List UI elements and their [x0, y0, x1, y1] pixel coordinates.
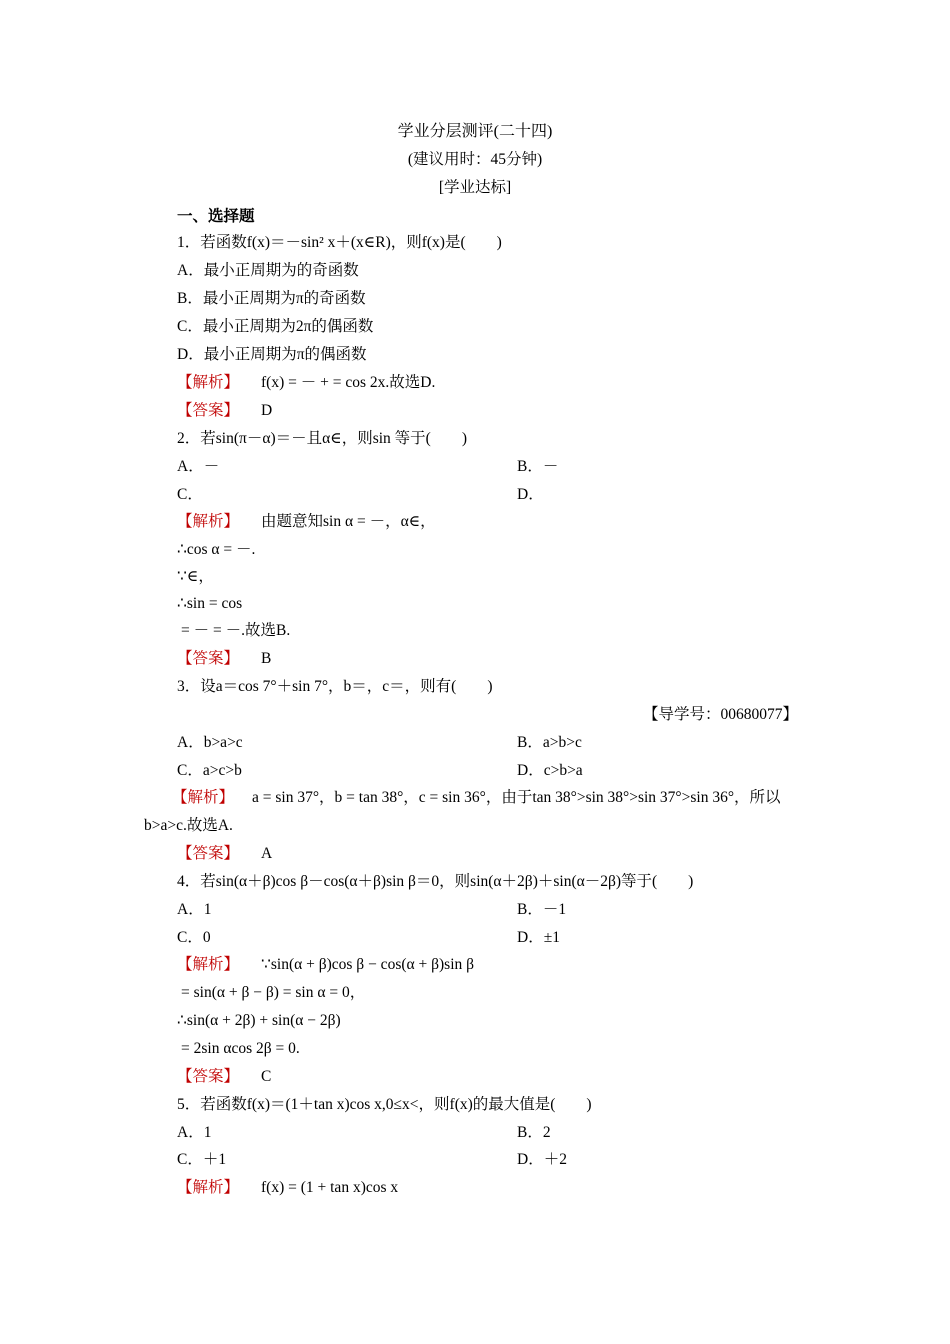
- answer-tag: 【答案】: [177, 402, 240, 419]
- question-2-answer: B: [261, 650, 272, 667]
- question-4-analysis-line-3: ∴sin(α + 2β) + sin(α − 2β): [177, 1012, 341, 1029]
- section-heading: [学业达标]: [438, 179, 512, 196]
- question-3-stem: 3．设a＝cos 7°＋sin 7°，b＝，c＝，则有( ): [177, 678, 493, 695]
- answer-tag: 【答案】: [177, 1068, 240, 1085]
- question-3-answer: A: [261, 845, 273, 862]
- question-3-analysis-line-1: a = sin 37°，b = tan 38°，c = sin 36°，由于tan 38°>sin 38°>sin 37°>sin 36°，所以: [252, 789, 781, 806]
- question-1-option-c: C．最小正周期为2π的偶函数: [177, 318, 374, 335]
- question-1-answer: D: [261, 402, 273, 419]
- question-1-stem: 1．若函数f(x)＝－sin² x＋(x∈R)，则f(x)是( ): [177, 234, 502, 251]
- question-3-option-d: D．c>b>a: [517, 762, 583, 779]
- question-5-stem: 5．若函数f(x)＝(1＋tan x)cos x,0≤x<，则f(x)的最大值是( ): [177, 1096, 592, 1113]
- question-2-analysis-line-2: ∴cos α = －.: [177, 541, 256, 558]
- question-4-analysis-line-2: = sin(α + β − β) = sin α = 0，: [181, 984, 366, 1001]
- question-5-option-c: C．＋1: [177, 1151, 227, 1168]
- question-4-option-b: B．－1: [517, 901, 567, 918]
- analysis-tag: 【解析】: [177, 513, 240, 530]
- question-2-option-b: B．－: [517, 458, 559, 475]
- question-2-option-d: D．: [517, 486, 544, 503]
- question-4-option-a: A．1: [177, 901, 212, 918]
- analysis-tag: 【解析】: [172, 789, 235, 806]
- question-3-option-a: A．b>a>c: [177, 734, 243, 751]
- question-2-stem: 2．若sin(π－α)＝－且α∈，则sin 等于( ): [177, 430, 467, 447]
- question-1-option-a: A．最小正周期为的奇函数: [177, 262, 359, 279]
- question-4-analysis-line-1: ∵sin(α + β)cos β − cos(α + β)sin β: [261, 956, 475, 973]
- question-4-answer: C: [261, 1068, 272, 1085]
- guide-number: 【导学号：00680077】: [643, 706, 799, 723]
- question-2-analysis-line-1: 由题意知sin α = －，α∈，: [261, 513, 436, 530]
- question-4-option-c: C．0: [177, 929, 211, 946]
- question-2-analysis-line-3: ∵∈，: [177, 568, 214, 585]
- question-4-analysis-line-4: = 2sin αcos 2β = 0.: [181, 1040, 300, 1057]
- question-1-analysis: f(x) = － + = cos 2x.故选D.: [261, 374, 436, 391]
- question-3-option-b: B．a>b>c: [517, 734, 582, 751]
- analysis-tag: 【解析】: [177, 956, 240, 973]
- page-title: 学业分层测评(二十四): [397, 123, 553, 140]
- question-2-analysis-line-5: = － = －.故选B.: [181, 622, 291, 639]
- question-4-option-d: D．±1: [517, 929, 560, 946]
- question-2-option-a: A．－: [177, 458, 220, 475]
- question-5-option-b: B．2: [517, 1124, 551, 1141]
- question-2-analysis-line-4: ∴sin = cos: [177, 595, 243, 612]
- question-3-analysis-line-2: b>a>c.故选A.: [144, 817, 233, 834]
- question-5-option-a: A．1: [177, 1124, 212, 1141]
- answer-tag: 【答案】: [177, 845, 240, 862]
- time-note: (建议用时：45分钟): [407, 151, 543, 168]
- question-4-stem: 4．若sin(α＋β)cos β－cos(α＋β)sin β＝0，则sin(α＋2β)＋sin(α－2β)等于( ): [177, 873, 694, 890]
- question-5-analysis: f(x) = (1 + tan x)cos x: [261, 1179, 399, 1196]
- question-3-option-c: C．a>c>b: [177, 762, 242, 779]
- part-title: 一、选择题: [177, 208, 255, 225]
- question-5-option-d: D．＋2: [517, 1151, 567, 1168]
- question-1-option-d: D．最小正周期为π的偶函数: [177, 346, 367, 363]
- question-1-option-b: B．最小正周期为π的奇函数: [177, 290, 366, 307]
- answer-tag: 【答案】: [177, 650, 240, 667]
- analysis-tag: 【解析】: [177, 1179, 240, 1196]
- analysis-tag: 【解析】: [177, 374, 240, 391]
- question-2-option-c: C．: [177, 486, 203, 503]
